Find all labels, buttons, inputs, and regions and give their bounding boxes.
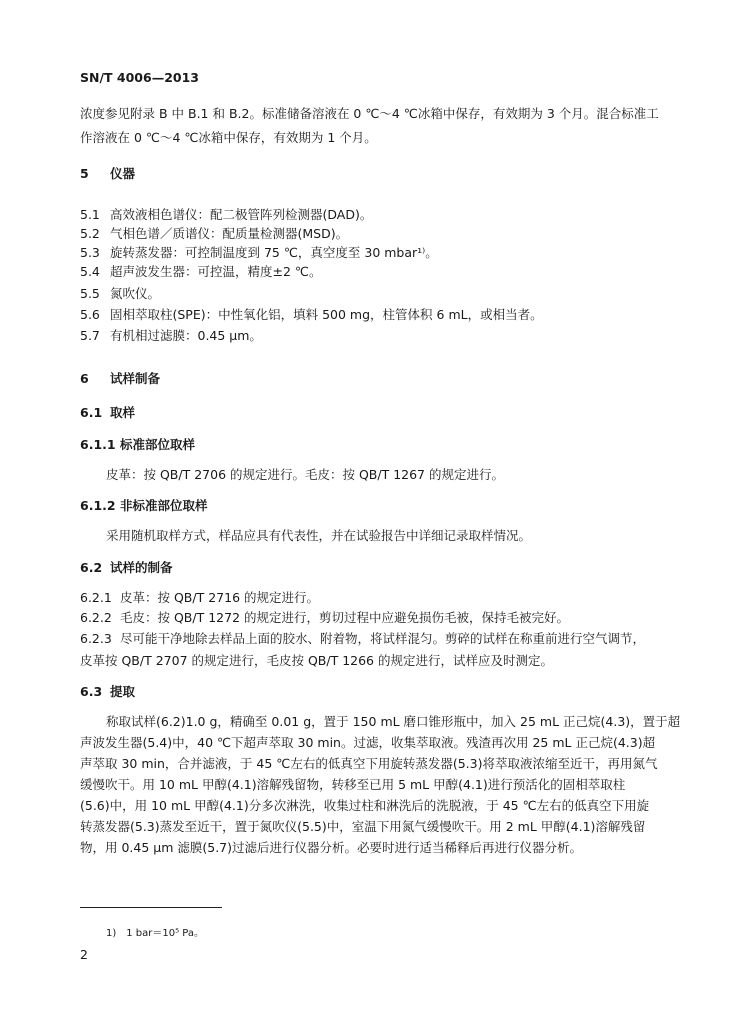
standard-code: SN/T 4006—2013 <box>80 70 199 85</box>
list-item <box>80 590 319 606</box>
section-number: 6.1 <box>80 405 103 420</box>
section-5-heading <box>80 166 135 182</box>
item-number: 5.6 <box>80 307 100 322</box>
section-title: 标准部位取样 <box>120 437 196 452</box>
item-number: 5.7 <box>80 328 100 343</box>
item-number: 5.1 <box>80 207 100 222</box>
item-number: 6.2.2 <box>80 610 112 625</box>
item-text: 皮革：按 QB/T 2716 的规定进行。 <box>120 590 319 605</box>
paragraph-line: 皮革：按 QB/T 2706 的规定进行。毛皮：按 QB/T 1267 的规定进行。 <box>106 467 504 482</box>
list-item <box>80 631 645 647</box>
item-text: 气相色谱／质谱仪：配质量检测器(MSD)。 <box>110 226 349 241</box>
paragraph-line: (5.6)中，用 10 mL 甲醇(4.1)分多次淋洗，收集过柱和淋洗后的洗脱液，于 45 ℃左右的低真空下用旋 <box>80 798 650 813</box>
paragraph-line: 缓慢吹干。用 10 mL 甲醇(4.1)溶解残留物，转移至已用 5 mL 甲醇(4.1)进行预活化的固相萃取柱 <box>80 777 626 792</box>
section-6-heading <box>80 371 160 387</box>
section-number: 5 <box>80 166 89 181</box>
list-item <box>80 245 438 261</box>
item-text: 有机相过滤膜：0.45 μm。 <box>110 328 262 343</box>
item-text: 毛皮：按 QB/T 1272 的规定进行，剪切过程中应避免损伤毛被，保持毛被完好。 <box>120 610 569 625</box>
section-title: 非标准部位取样 <box>120 498 208 513</box>
paragraph-line: 物，用 0.45 μm 滤膜(5.7)过滤后进行仪器分析。必要时进行适当稀释后再进行仪器分析。 <box>80 840 583 855</box>
item-text: 氮吹仪。 <box>110 286 161 301</box>
paragraph-line: 皮革按 QB/T 2707 的规定进行，毛皮按 QB/T 1266 的规定进行，试样应及时测定。 <box>80 653 553 668</box>
item-number: 5.4 <box>80 264 100 279</box>
paragraph-line: 采用随机取样方式，样品应具有代表性，并在试验报告中详细记录取样情况。 <box>106 528 532 543</box>
section-number: 6.1.1 <box>80 437 116 452</box>
subsection-6-1-2-heading <box>80 498 208 514</box>
item-number: 6.2.3 <box>80 631 112 646</box>
paragraph-line: 称取试样(6.2)1.0 g，精确至 0.01 g，置于 150 mL 磨口锥形瓶中，加入 25 mL 正己烷(4.3)，置于超 <box>106 714 681 729</box>
paragraph-line: 声波发生器(5.4)中，40 ℃下超声萃取 30 min。过滤，收集萃取液。残渣再次用 25 mL 正己烷(4.3)超 <box>80 735 656 750</box>
section-number: 6.2 <box>80 560 103 575</box>
footnote-separator <box>80 907 222 908</box>
item-number: 5.2 <box>80 226 100 241</box>
section-number: 6.1.2 <box>80 498 116 513</box>
paragraph-line: 转蒸发器(5.3)蒸发至近干，置于氮吹仪(5.5)中，室温下用氮气缓慢吹干。用 2 mL 甲醇(4.1)溶解残留 <box>80 819 646 834</box>
list-item <box>80 307 543 323</box>
list-item <box>80 328 262 344</box>
item-text: 旋转蒸发器：可控制温度到 75 ℃，真空度至 30 mbar¹⁾。 <box>110 245 438 260</box>
list-item <box>80 226 348 242</box>
subsection-6-1-1-heading <box>80 437 195 453</box>
item-text: 超声波发生器：可控温，精度±2 ℃。 <box>110 264 322 279</box>
paragraph-line: 浓度参见附录 B 中 B.1 和 B.2。标准储备溶液在 0 ℃～4 ℃冰箱中保存，有效期为 3 个月。混合标准工 <box>80 106 659 121</box>
item-number: 5.3 <box>80 245 100 260</box>
section-title: 试样的制备 <box>110 560 173 575</box>
item-number: 5.5 <box>80 286 100 301</box>
list-item <box>80 610 569 626</box>
section-title: 试样制备 <box>110 371 161 386</box>
subsection-6-1-heading <box>80 405 135 421</box>
paragraph-line: 作溶液在 0 ℃～4 ℃冰箱中保存，有效期为 1 个月。 <box>80 130 377 145</box>
item-text: 尽可能干净地除去样品上面的胶水、附着物，将试样混匀。剪碎的试样在称重前进行空气调节， <box>120 631 646 646</box>
item-text: 固相萃取柱(SPE)：中性氧化铝，填料 500 mg，柱管体积 6 mL，或相当者。 <box>110 307 543 322</box>
item-number: 6.2.1 <box>80 590 112 605</box>
list-item <box>80 207 372 223</box>
subsection-6-3-heading <box>80 684 135 700</box>
item-text: 高效液相色谱仪：配二极管阵列检测器(DAD)。 <box>110 207 373 222</box>
section-title: 仪器 <box>110 166 136 181</box>
paragraph-line: 声萃取 30 min，合并滤液，于 45 ℃左右的低真空下用旋转蒸发器(5.3)将萃取液浓缩至近干，再用氮气 <box>80 756 658 771</box>
section-number: 6 <box>80 371 89 386</box>
list-item <box>80 286 160 302</box>
section-title: 提取 <box>110 684 136 699</box>
subsection-6-2-heading <box>80 560 173 576</box>
list-item <box>80 264 321 280</box>
page-number: 2 <box>80 947 88 962</box>
section-title: 取样 <box>110 405 136 420</box>
footnote: 1) 1 bar＝10⁵ Pa。 <box>106 928 205 939</box>
section-number: 6.3 <box>80 684 103 699</box>
